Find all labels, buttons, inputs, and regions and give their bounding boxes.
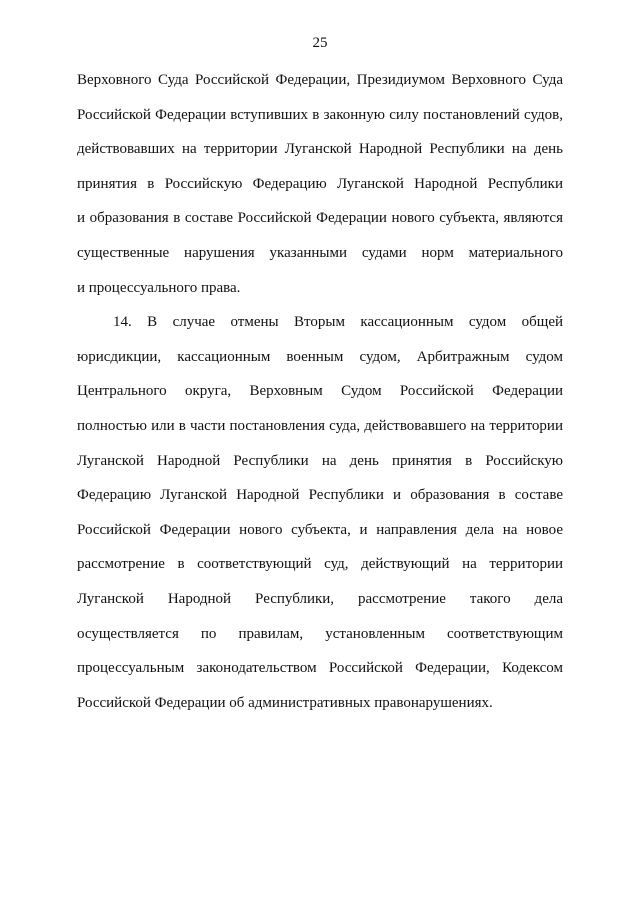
text-line: существенные нарушения указанными судами норм материального [77, 244, 563, 261]
text-line: рассмотрение в соответствующий суд, действующий на территории [77, 556, 563, 573]
text-line: осуществляется по правилам, установленным соответствующим [77, 625, 563, 642]
text-line: Луганской Народной Республики, рассмотрение такого дела [77, 590, 563, 607]
text-line: Российской Федерации нового субъекта, и направления дела на новое [77, 521, 563, 538]
text-line: Центрального округа, Верховным Судом Российской Федерации [77, 383, 563, 400]
text-line: Российской Федерации вступивших в законную силу постановлений судов, [77, 106, 563, 123]
text-line: Верховного Суда Российской Федерации, Президиумом Верховного Суда [77, 72, 563, 88]
text-line: процессуальным законодательством Российской Федерации, Кодексом [77, 660, 563, 677]
text-line: Российской Федерации об административных правонарушениях. [77, 694, 493, 711]
text-line: юрисдикции, кассационным военным судом, Арбитражным судом [77, 348, 563, 365]
document-body [77, 63, 563, 720]
text-line: Луганской Народной Республики на день принятия в Российскую [77, 452, 563, 469]
page-number: 25 [312, 35, 328, 51]
text-line: Федерацию Луганской Народной Республики и образования в составе [77, 487, 563, 504]
text-line: принятия в Российскую Федерацию Луганской Народной Республики [77, 175, 563, 192]
text-line: полностью или в части постановления суда, действовавшего на территории [77, 417, 563, 434]
text-line: и образования в составе Российской Федерации нового субъекта, являются [77, 210, 563, 227]
text-line: действовавших на территории Луганской Народной Республики на день [77, 141, 563, 158]
text-line: 14. В случае отмены Вторым кассационным судом общей [113, 314, 563, 331]
text-line: и процессуального права. [77, 279, 241, 296]
